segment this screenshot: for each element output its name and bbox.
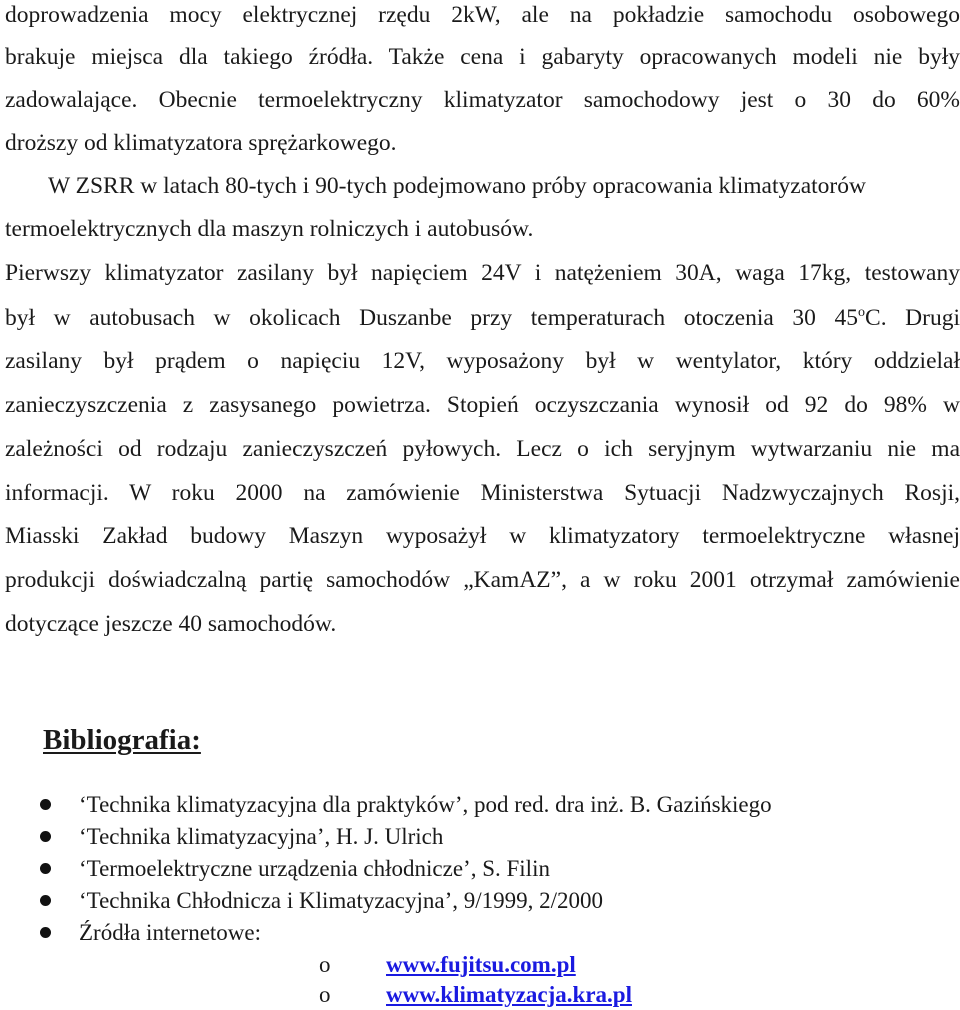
paragraph-1-line-1: doprowadzenia mocy elektrycznej rzędu 2kW, ale na pokładzie samochodu osobowego: [5, 2, 960, 28]
paragraph-3-line-8: produkcji doświadczalną partię samochodów „KamAZ”, a w roku 2001 otrzymał zamówienie: [5, 567, 960, 593]
bibliography-item-text: ‘Technika klimatyzacyjna dla praktyków’, pod red. dra inż. B. Gazińskiego: [79, 792, 772, 817]
paragraph-3-line-1: Pierwszy klimatyzator zasilany był napięciem 24V i natężeniem 30A, waga 17kg, testowany: [5, 260, 960, 286]
bullet-icon: [40, 799, 51, 810]
bibliography-item: [0, 918, 960, 948]
circle-bullet-icon: o: [319, 952, 331, 977]
link-klimatyzacja[interactable]: www.klimatyzacja.kra.pl: [386, 982, 632, 1007]
paragraph-2-line-1: W ZSRR w latach 80-tych i 90-tych podejmowano próby opracowania klimatyzatorów: [48, 173, 866, 199]
paragraph-3-line-2-text-end: C. Drugi: [865, 305, 960, 331]
bibliography-heading: Bibliografia:: [43, 724, 201, 756]
bibliography-item-text: ‘Termoelektryczne urządzenia chłodnicze’, S. Filin: [79, 856, 550, 881]
bibliography-item: [0, 790, 960, 820]
bibliography-item-text: ‘Technika Chłodnicza i Klimatyzacyjna’, 9/1999, 2/2000: [79, 888, 604, 913]
paragraph-3-line-9: dotyczące jeszcze 40 samochodów.: [5, 611, 337, 637]
circle-bullet-icon: o: [319, 982, 331, 1007]
paragraph-1-line-2: brakuje miejsca dla takiego źródła. Także cena i gabaryty opracowanych modeli nie były: [5, 44, 960, 70]
paragraph-3-line-2-text: był w autobusach w okolicach Duszanbe przy temperaturach otoczenia 30 45: [5, 305, 859, 331]
bibliography-item: [0, 854, 960, 884]
paragraph-3-line-6: informacji. W roku 2000 na zamówienie Ministerstwa Sytuacji Nadzwyczajnych Rosji,: [5, 480, 960, 506]
bibliography-item-text: ‘Technika klimatyzacyjna’, H. J. Ulrich: [79, 824, 444, 849]
bibliography-item-text: Źródła internetowe:: [79, 920, 262, 945]
paragraph-2-line-2: termoelektrycznych dla maszyn rolniczych i autobusów.: [5, 216, 534, 242]
bibliography-item: [0, 822, 960, 852]
web-source-item: [0, 950, 960, 980]
paragraph-1-line-3: zadowalające. Obecnie termoelektryczny klimatyzator samochodowy jest o 30 do 60%: [5, 87, 960, 113]
bullet-icon: [40, 927, 51, 938]
paragraph-1-line-4: droższy od klimatyzatora sprężarkowego.: [5, 130, 397, 156]
paragraph-3-line-3: zasilany był prądem o napięciu 12V, wyposażony był w wentylator, który oddzielał: [5, 348, 960, 374]
bibliography-item: [0, 886, 960, 916]
link-fujitsu[interactable]: www.fujitsu.com.pl: [386, 952, 576, 977]
paragraph-3-line-7: Miasski Zakład budowy Maszyn wyposażył w klimatyzatory termoelektryczne własnej: [5, 523, 960, 549]
paragraph-3-line-4: zanieczyszczenia z zasysanego powietrza. Stopień oczyszczania wynosił od 92 do 98% w: [5, 392, 960, 418]
paragraph-3-line-5: zależności od rodzaju zanieczyszczeń pyłowych. Lecz o ich seryjnym wytwarzaniu nie ma: [5, 436, 960, 462]
paragraph-3-line-2: [5, 303, 960, 333]
bullet-icon: [40, 863, 51, 874]
degree-superscript: o: [858, 305, 866, 320]
bullet-icon: [40, 831, 51, 842]
web-source-item: [0, 980, 960, 1010]
bullet-icon: [40, 895, 51, 906]
